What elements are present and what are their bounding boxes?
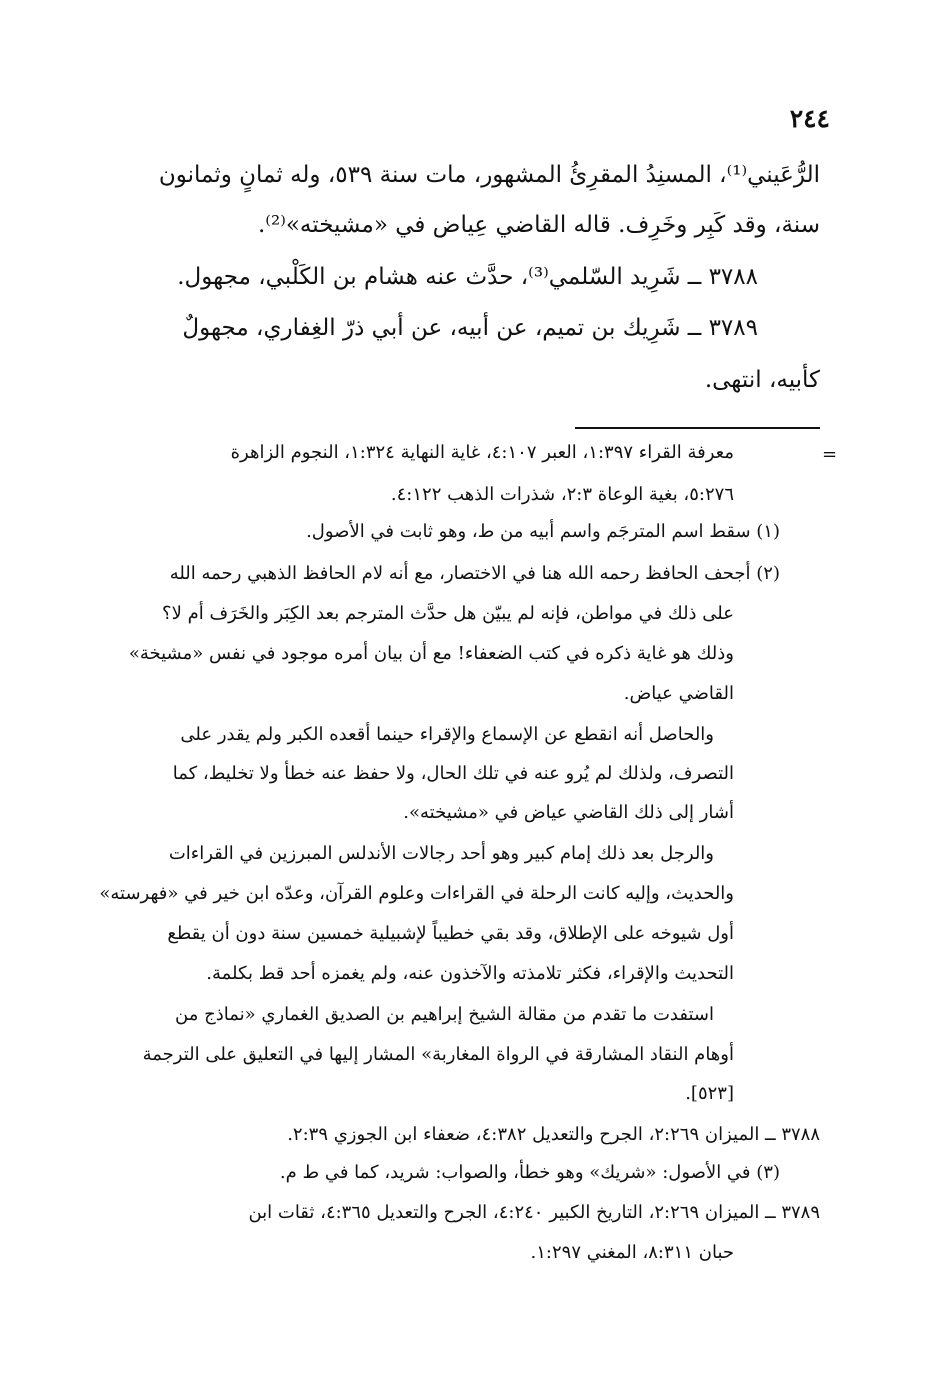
entry-3789: ٣٧٨٩ ــ شَرِيك بن تميم، عن أبيه، عن أبي ذرّ الغِفاري، مجهولٌ [182,315,758,341]
footnote-2: (٢) أجحف الحافظ رحمه الله هنا في الاختصار، مع أنه لام الحافظ الذهبي رحمه الله [169,563,780,584]
entry-3788: ٣٧٨٨ ــ شَرِيد السّلمي⁽³⁾، حدَّث عنه هشام بن الكَلْبي، مجهول. [177,264,758,290]
main-text-line: الرُّعَيني⁽¹⁾، المسنِدُ المقرِئُ المشهور، مات سنة ٥٣٩، وله ثمانٍ وثمانون [158,162,820,188]
footnote-line: والرجل بعد ذلك إمام كبير وهو أحد رجالات الأندلس المبرزين في القراءات [168,843,714,864]
main-text-line: كأبيه، انتهى. [704,367,820,393]
main-text-line: سنة، وقد كَبِر وخَرِف. قاله القاضي عِياض في «مشيخته»⁽²⁾. [258,212,820,238]
source-3789: ٣٧٨٩ ــ الميزان ٢:٢٦٩، التاريخ الكبير ٤:٢٤٠، الجرح والتعديل ٤:٣٦٥، ثقات ابن [248,1202,820,1223]
footnote-separator [575,427,820,429]
footnote-line: التحديث والإقراء، فكثر تلامذته والآخذون عنه، ولم يغمزه أحد قط بكلمة. [206,963,734,984]
continuation-marker: = [822,444,838,465]
footnote-line: معرفة القراء ١:٣٩٧، العبر ٤:١٠٧، غاية النهاية ١:٣٢٤، النجوم الزاهرة [230,442,734,463]
footnote-1: (١) سقط اسم المترجَم واسم أبيه من ط، وهو ثابت في الأصول. [306,521,780,542]
footnote-line: ٥:٢٧٦، بغية الوعاة ٢:٣، شذرات الذهب ٤:١٢٢. [390,484,734,505]
footnote-line: أشار إلى ذلك القاضي عياض في «مشيخته». [403,802,734,823]
footnote-line: والحاصل أنه انقطع عن الإسماع والإقراء حينما أقعده الكبر ولم يقدر على [180,724,714,745]
footnote-line: والحديث، وإليه كانت الرحلة في القراءات وعلوم القرآن، وعدّه ابن خير في «فهرسته» [99,883,734,904]
source-3788: ٣٧٨٨ ــ الميزان ٢:٢٦٩، الجرح والتعديل ٤:٣٨٢، ضعفاء ابن الجوزي ٢:٣٩. [287,1124,820,1145]
footnote-line: القاضي عياض. [623,683,734,704]
footnote-line: أول شيوخه على الإطلاق، وقد بقي خطيباً لإشبيلية خمسين سنة دون أن يقطع [167,923,734,944]
footnote-line: حبان ٨:٣١١، المغني ١:٢٩٧. [530,1242,734,1263]
footnote-line: أوهام النقاد المشارقة في الرواة المغاربة» المشار إليها في التعليق على الترجمة [142,1044,734,1065]
footnote-line: وذلك هو غاية ذكره في كتب الضعفاء! مع أن بيان أمره موجود في نفس «مشيخة» [128,643,734,664]
footnote-3: (٣) في الأصول: «شريك» وهو خطأ، والصواب: شريد، كما في ط م. [279,1162,780,1183]
footnote-line: [٥٢٣]. [685,1083,734,1104]
footnote-line: على ذلك في مواطن، فإنه لم يبيّن هل حدَّث المترجم بعد الكِبَر والخَرَف أم لا؟ [162,603,734,624]
footnote-line: التصرف، ولذلك لم يُرو عنه في تلك الحال، ولا حفظ عنه خطأ ولا تخليط، كما [172,763,734,784]
page-number: ٢٤٤ [789,104,830,133]
footnote-line: استفدت ما تقدم من مقالة الشيخ إبراهيم بن الصديق الغماري «نماذج من [175,1004,714,1025]
